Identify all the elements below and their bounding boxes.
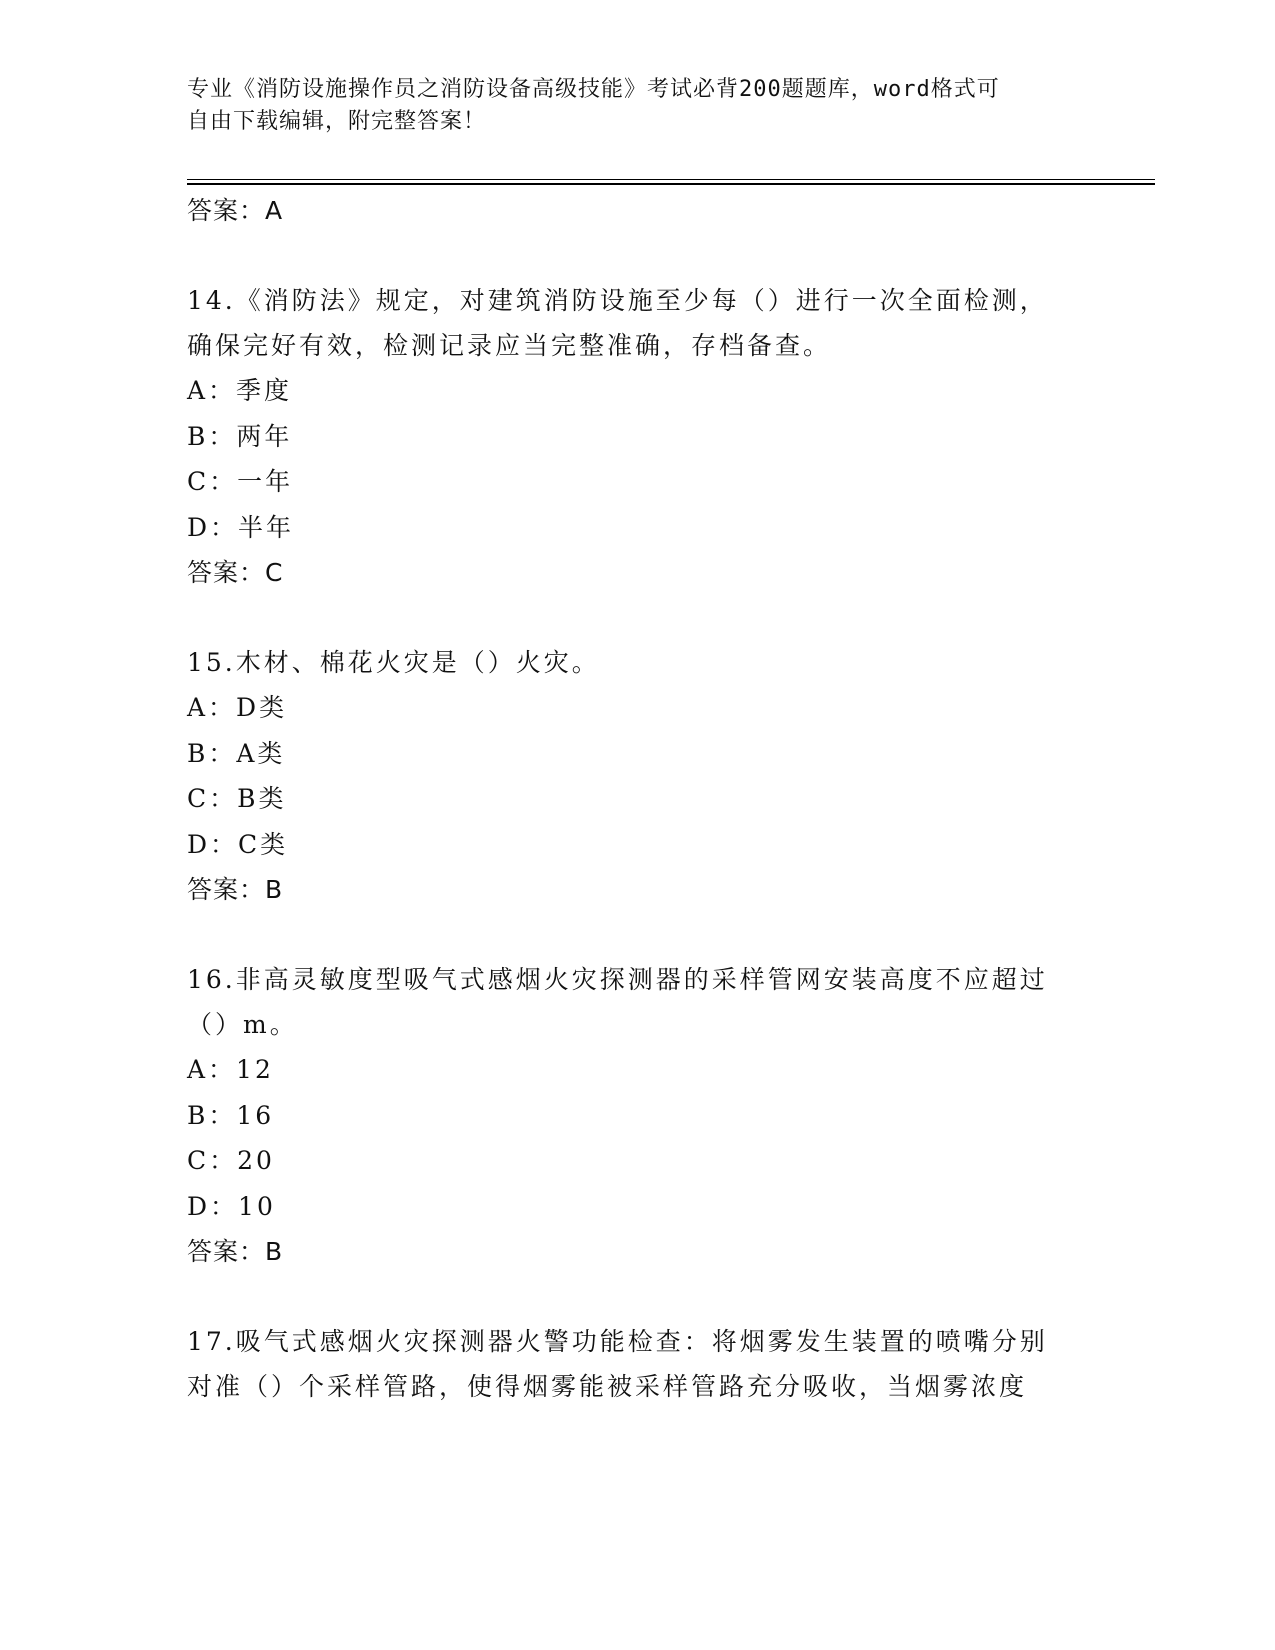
question-text-line: （）m。: [187, 1010, 298, 1039]
header-line-1: 专业《消防设施操作员之消防设备高级技能》考试必背200题题库，word格式可: [187, 77, 1000, 102]
question-text-line: 17.吸气式感烟火灾探测器火警功能检查：将烟雾发生装置的喷嘴分别: [187, 1327, 1048, 1356]
document-header: [187, 74, 1067, 138]
question-text-line: 16.非高灵敏度型吸气式感烟火灾探测器的采样管网安装高度不应超过: [187, 965, 1048, 994]
option-d: D：半年: [187, 512, 295, 542]
option-b: B：两年: [187, 421, 293, 451]
option-c: C：20: [187, 1146, 275, 1175]
header-divider-thick: [187, 183, 1155, 185]
question-text-line: 15.木材、棉花火灾是（）火灾。: [187, 648, 600, 677]
question-text-line: 对准（）个采样管路，使得烟雾能被采样管路充分吸收，当烟雾浓度: [187, 1372, 1028, 1401]
option-c: C：B类: [187, 784, 287, 813]
answer: 答案：C: [187, 558, 284, 587]
option-d: D：10: [187, 1191, 276, 1221]
previous-answer: 答案：A: [187, 196, 284, 225]
document-body: [187, 188, 1067, 1409]
answer: 答案：B: [187, 1237, 284, 1266]
option-a: A：D类: [187, 693, 288, 722]
header-divider-thin: [187, 179, 1155, 180]
answer: 答案：B: [187, 875, 284, 904]
question-17: [187, 1319, 1067, 1409]
question-text-line: 确保完好有效，检测记录应当完整准确，存档备查。: [187, 331, 832, 360]
option-a: A：季度: [187, 376, 293, 405]
question-15: [187, 640, 1067, 912]
option-b: B：A类: [187, 738, 286, 768]
option-d: D：C类: [187, 829, 289, 859]
option-b: B：16: [187, 1100, 275, 1130]
question-14: [187, 278, 1067, 595]
header-line-2: 自由下载编辑，附完整答案！: [187, 109, 487, 134]
option-a: A：12: [187, 1055, 274, 1084]
question-16: [187, 957, 1067, 1274]
option-c: C：一年: [187, 467, 294, 496]
question-text-line: 14.《消防法》规定，对建筑消防设施至少每（）进行一次全面检测，: [187, 286, 1048, 315]
